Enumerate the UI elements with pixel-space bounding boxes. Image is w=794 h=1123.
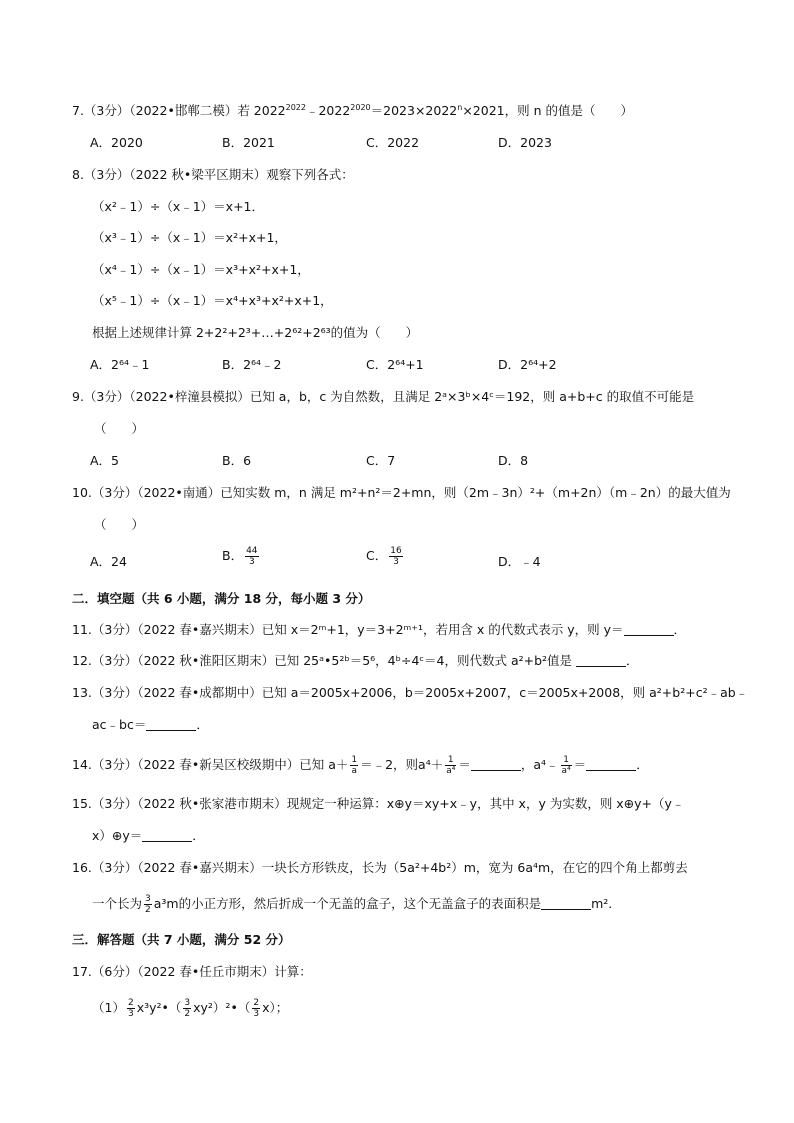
q9-paren: （ ） <box>94 421 145 436</box>
q8-eq1: （x²﹣1）÷（x﹣1）＝x+1． <box>92 199 265 214</box>
q14-mid1: ＝﹣2，则a⁴＋ <box>360 757 444 772</box>
q14-fraction-3 <box>561 755 572 776</box>
q12-answer-blank[interactable] <box>576 654 626 667</box>
q17-p1c: xy²）²•（ <box>193 1000 251 1015</box>
q8-eq4: （x⁵﹣1）÷（x﹣1）＝x⁴+x³+x²+x+1， <box>92 293 333 308</box>
question-14 <box>72 755 649 776</box>
question-11 <box>72 621 686 639</box>
q7-exp2: 2020 <box>350 103 371 112</box>
q10-option-b-label: B． <box>222 548 244 563</box>
q14-period: ． <box>636 757 649 772</box>
question-17-part-1 <box>92 998 288 1019</box>
q14-frac3-num: 1 <box>561 755 572 766</box>
question-13: 13.（3分）（2022 春•成都期中）已知 a＝2005x+2006，b＝2005x+2007，c＝2005x+2008，则 a²+b²+c²﹣ab﹣ <box>72 685 749 700</box>
q16-line2b: a³m的小正方形，然后折成一个无盖的盒子，这个无盖盒子的表面积是 <box>153 896 542 911</box>
q10-fraction-b <box>245 546 258 567</box>
q17-f2-den: 2 <box>184 1009 191 1019</box>
q10-fraction-c-den: 3 <box>393 557 399 567</box>
q16-unit: m². <box>591 896 613 911</box>
question-16: 16.（3分）（2022 春•嘉兴期末）一块长方形铁皮，长为（5a²+4b²）m，宽为 6a⁴m，在它的四个角上都剪去 <box>72 860 688 875</box>
q14-frac1-den: a <box>351 766 357 776</box>
q10-option-b <box>222 546 261 567</box>
q16-line2a: 一个长为 <box>92 896 143 911</box>
q12-period: ． <box>626 653 639 668</box>
q10-option-c-label: C． <box>366 548 388 563</box>
q12-text: 12.（3分）（2022 秋•淮阳区期末）已知 25ᵃ•5²ᵇ＝5⁶，4ᵇ÷4ᶜ＝4，则代数式 a²+b²值是 <box>72 653 573 668</box>
question-10: 10.（3分）（2022•南通）已知实数 m，n 满足 m²+n²＝2+mn，则（2m﹣3n）²+（m+2n）（m﹣2n）的最大值为 <box>72 485 731 500</box>
q14-frac2-den: a⁴ <box>446 766 456 776</box>
q8-option-c: C．2⁶⁴+1 <box>366 357 424 372</box>
q9-option-a: A．5 <box>90 453 120 468</box>
question-17: 17.（6分）（2022 春•任丘市期末）计算： <box>72 964 312 979</box>
q17-fraction-3 <box>252 998 260 1019</box>
q16-fraction <box>144 894 152 915</box>
section-3-heading: 三．解答题（共 7 小题，满分 52 分） <box>72 932 291 947</box>
q16-answer-blank[interactable] <box>541 897 591 910</box>
q16-frac-den: 2 <box>145 905 151 915</box>
q14-mid3: ，a⁴﹣ <box>520 757 559 772</box>
q17-fraction-1 <box>127 998 135 1019</box>
q9-option-b: B．6 <box>222 453 252 468</box>
question-13-cont <box>92 716 209 734</box>
q9-option-d: D．8 <box>498 453 529 468</box>
q8-eq3: （x⁴﹣1）÷（x﹣1）＝x³+x²+x+1， <box>92 262 310 277</box>
q17-f3-den: 3 <box>253 1009 260 1019</box>
q7-mid2: ＝2023×2022 <box>370 103 458 118</box>
q10-fraction-b-den: 3 <box>248 557 255 567</box>
q17-f2-num: 3 <box>184 998 191 1008</box>
q10-fraction-c-num: 16 <box>390 546 402 556</box>
question-7 <box>72 102 633 120</box>
q10-option-c <box>366 546 405 567</box>
question-12 <box>72 652 639 670</box>
q7-option-a: A．2020 <box>90 135 143 150</box>
q8-option-b: B．2⁶⁴﹣2 <box>222 357 282 372</box>
q17-p1b: x³y²•（ <box>136 1000 182 1015</box>
q16-frac-num: 3 <box>145 894 151 904</box>
q7-option-d: D．2023 <box>498 135 552 150</box>
q17-f1-num: 2 <box>127 998 134 1008</box>
q14-mid4: ＝ <box>573 757 587 772</box>
q11-answer-blank[interactable] <box>624 623 674 636</box>
q15-text: x）⊕y＝ <box>92 828 143 843</box>
q13-answer-blank[interactable] <box>146 718 196 731</box>
q11-text: 11.（3分）（2022 春•嘉兴期末）已知 x＝2ᵐ+1，y＝3+2ᵐ⁺¹，若用含 x 的代数式表示 y，则 y＝ <box>72 622 624 637</box>
q11-period: ． <box>673 622 687 637</box>
q14-frac3-den: a⁴ <box>561 766 571 776</box>
q14-answer-blank-1[interactable] <box>471 758 521 771</box>
q7-exp3: n <box>457 103 463 112</box>
q17-f3-num: 2 <box>253 998 260 1008</box>
q7-exp1: 2022 <box>285 103 306 112</box>
q7-option-b: B．2021 <box>222 135 275 150</box>
q14-mid2: ＝ <box>458 757 471 772</box>
q17-fraction-2 <box>183 998 191 1019</box>
q14-answer-blank-2[interactable] <box>586 758 636 771</box>
q7-option-c: C．2022 <box>366 135 420 150</box>
q10-fraction-b-num: 44 <box>246 546 258 556</box>
q15-period: ． <box>192 828 205 843</box>
q14-frac1-num: 1 <box>351 755 358 765</box>
question-8: 8.（3分）（2022 秋•梁平区期末）观察下列各式： <box>72 167 354 182</box>
q13-period: ． <box>196 717 209 732</box>
q17-p1a: （1） <box>92 1000 125 1015</box>
q14-prefix: 14.（3分）（2022 春•新吴区校级期中）已知 a＋ <box>72 757 349 772</box>
section-2-heading: 二．填空题（共 6 小题，满分 18 分，每小题 3 分） <box>72 591 371 606</box>
q8-eq2: （x³﹣1）÷（x﹣1）＝x²+x+1， <box>92 230 287 245</box>
question-15-cont <box>92 827 205 845</box>
q8-option-d: D．2⁶⁴+2 <box>498 357 557 372</box>
question-9: 9.（3分）（2022•梓潼县模拟）已知 a，b，c 为自然数，且满足 2ᵃ×3ᵇ×4ᶜ＝192，则 a+b+c 的取值不可能是 <box>72 389 695 404</box>
q10-option-a: A．24 <box>90 554 127 569</box>
q10-paren: （ ） <box>94 517 145 532</box>
q15-answer-blank[interactable] <box>142 829 192 842</box>
question-15: 15.（3分）（2022 秋•张家港市期末）现规定一种运算：x⊕y＝xy+x﹣y，其中 x，y 为实数，则 x⊕y+（y﹣ <box>72 796 685 811</box>
q14-fraction-2 <box>445 755 456 776</box>
q7-text: 7.（3分）（2022•邯郸二模）若 2022 <box>72 103 286 118</box>
q8-option-a: A．2⁶⁴﹣1 <box>90 357 150 372</box>
q9-option-c: C．7 <box>366 453 396 468</box>
q13-text: ac﹣bc＝ <box>92 717 147 732</box>
q10-option-d: D．﹣4 <box>498 554 541 569</box>
q7-suffix: ×2021，则 n 的值是（ ） <box>462 103 633 118</box>
q8-ask: 根据上述规律计算 2+2²+2³+…+2⁶²+2⁶³的值为（ ） <box>92 325 419 340</box>
q10-fraction-c <box>389 546 402 567</box>
question-16-cont <box>92 894 612 915</box>
q17-f1-den: 3 <box>127 1009 134 1019</box>
q7-mid1: ﹣2022 <box>305 103 351 118</box>
q17-p1d: x）； <box>262 1000 289 1015</box>
q14-frac2-num: 1 <box>445 755 456 766</box>
q14-fraction-1 <box>350 755 358 776</box>
